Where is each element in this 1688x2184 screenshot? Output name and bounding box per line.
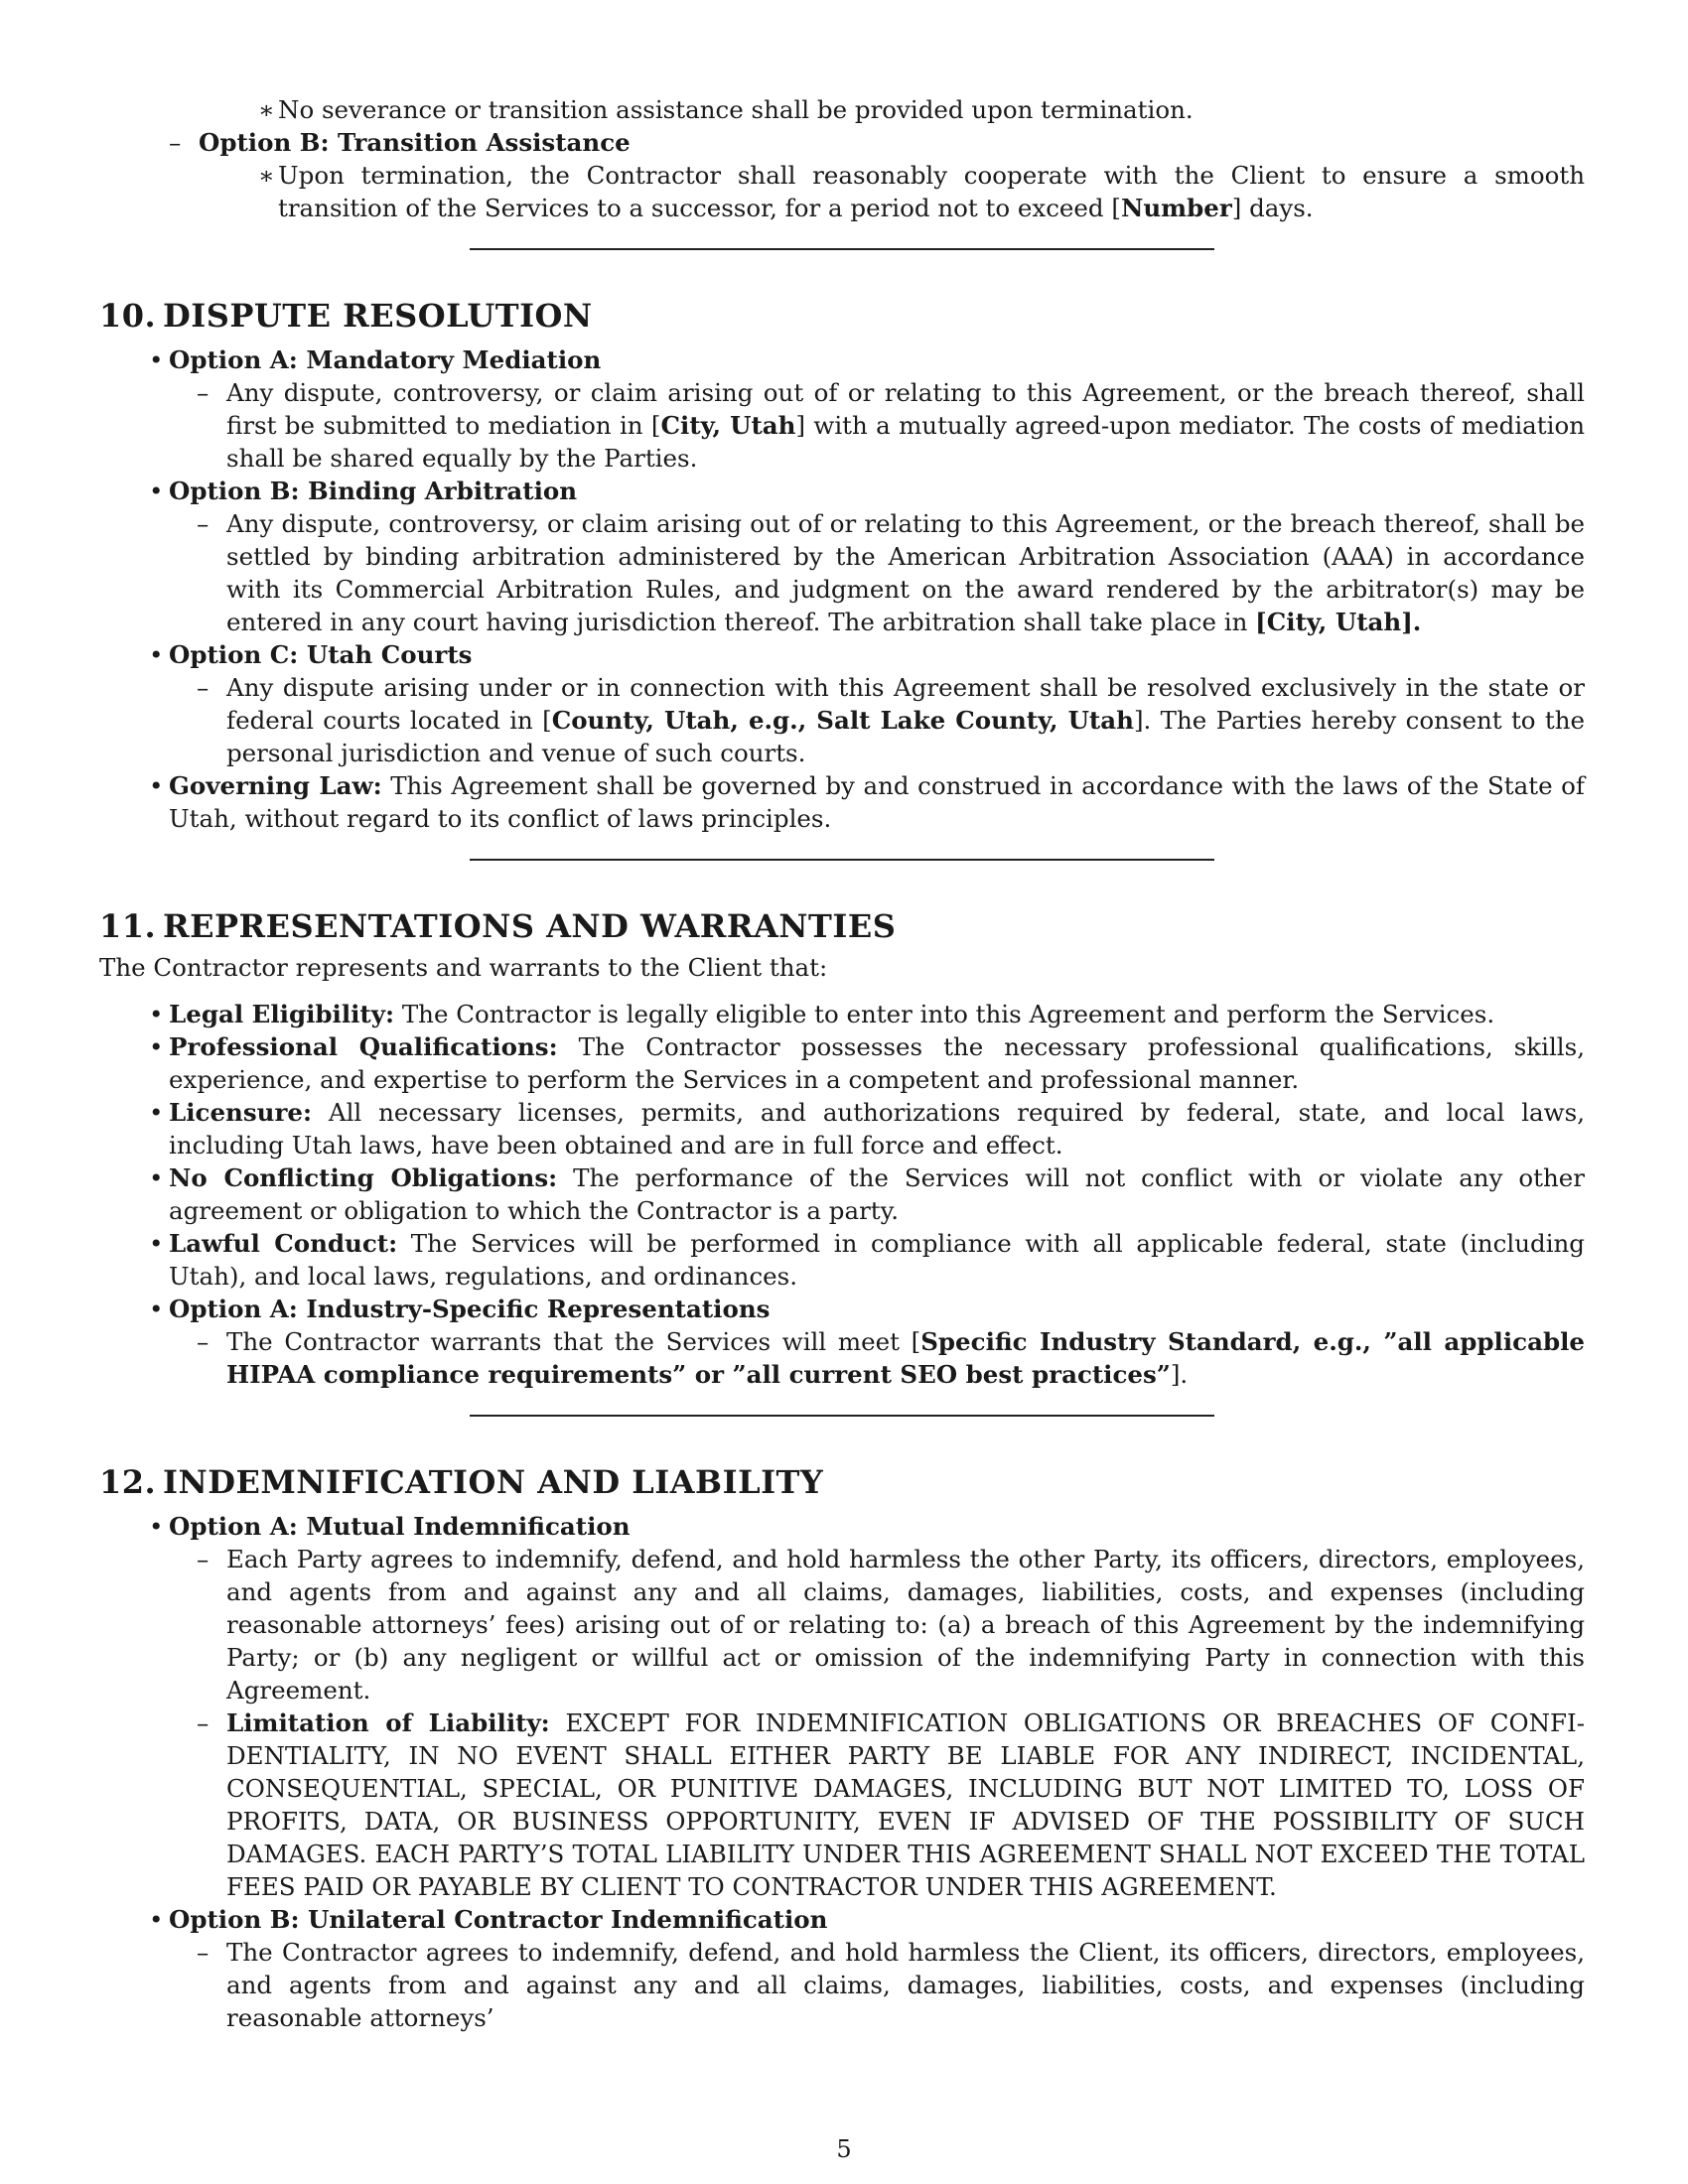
- item-text: ].: [1170, 1360, 1189, 1389]
- section-title: INDEMNIFICATION AND LIABILITY: [163, 1463, 824, 1501]
- list-item: [99, 1227, 1585, 1293]
- section-number: 12.: [99, 1463, 157, 1501]
- list-item: [99, 1293, 1585, 1325]
- section-heading-11: [99, 906, 1585, 946]
- list-item: [99, 1903, 1585, 1936]
- dash-marker: –: [169, 128, 182, 157]
- item-label: Licensure:: [169, 1098, 312, 1127]
- dash-marker: –: [197, 1545, 210, 1573]
- item-text: Any dispute, controversy, or claim arising out of or relating to this Agreement, or the breach thereof, shall first be submitted to mediation in [: [226, 378, 1585, 440]
- placeholder-text: City, Utah: [660, 411, 796, 440]
- item-text: ] days.: [1231, 194, 1314, 222]
- list-item: [99, 1936, 1585, 2034]
- section-intro: The Contractor represents and warrants to the Client that:: [99, 953, 828, 982]
- bullet-marker: •: [149, 640, 164, 669]
- section-number: 11.: [99, 907, 157, 945]
- item-text: Any dispute, controversy, or claim arising out of or relating to this Agreement, or the breach thereof, shall be settled by binding arbitration administered by the American Arbitration Association (AAA) in accordance with its Commercial Arbitration Rules, and judgment on the award rendered by the arbitrator(s) may be entered in any court having jurisdiction thereof. The arbitration shall take place in: [226, 509, 1585, 636]
- list-item: [99, 507, 1585, 638]
- list-item: [99, 1706, 1585, 1903]
- item-text: The Contractor possesses the necessary professional qualifications, skills, experience, and expertise to perform the Services in a competent and professional manner.: [169, 1032, 1585, 1094]
- list-item: [99, 1096, 1585, 1161]
- star-marker: ∗: [258, 95, 275, 124]
- option-title: Option C: Utah Courts: [169, 640, 473, 669]
- list-item: [99, 1325, 1585, 1391]
- item-text: Any dispute arising under or in connection with this Agreement shall be resolved exclusively in the state or federal courts located in [: [226, 673, 1585, 735]
- item-label: Lawful Conduct:: [169, 1229, 398, 1258]
- item-label: Limitation of Liability:: [226, 1708, 550, 1737]
- bullet-marker: •: [149, 1229, 164, 1258]
- option-title: Option A: Mandatory Mediation: [169, 345, 602, 374]
- list-item: [99, 671, 1585, 769]
- bullet-marker: •: [149, 1905, 164, 1934]
- dash-marker: –: [197, 509, 210, 538]
- page-number: 5: [836, 2135, 852, 2163]
- placeholder-text: County, Utah, e.g., Salt Lake County, Utah: [551, 706, 1134, 735]
- section-heading-10: [99, 296, 1585, 336]
- dash-marker: –: [197, 1938, 210, 1967]
- list-item: [99, 1161, 1585, 1227]
- star-marker: ∗: [258, 161, 275, 190]
- option-title: Option B: Transition Assistance: [199, 128, 631, 157]
- section-heading-12: [99, 1462, 1585, 1502]
- list-item: [99, 998, 1585, 1030]
- dash-marker: –: [197, 673, 210, 702]
- option-title: Option A: Industry-Specific Representations: [169, 1295, 771, 1323]
- list-item: [99, 126, 1585, 159]
- bullet-marker: •: [149, 477, 164, 505]
- item-text: Upon termination, the Contractor shall reasonably cooperate with the Client to ensure a smooth transition of the Services to a successor, for a period not to exceed [: [278, 161, 1585, 222]
- item-text: No severance or transition assistance shall be provided upon termination.: [278, 95, 1194, 124]
- bullet-marker: •: [149, 1032, 164, 1061]
- item-text: ] with a mutually agreed-upon mediator. The costs of mediation shall be shared equally by the Parties.: [226, 411, 1585, 473]
- placeholder-text: Number: [1120, 194, 1232, 222]
- list-item: [99, 638, 1585, 671]
- item-text: Each Party agrees to indemnify, defend, and hold harmless the other Party, its officers, directors, employees, and agents from and against any and all claims, damages, liabilities, costs, and expenses (including reasonable attorneys’ fees) arising out of or relating to: (a) a breach of this Agreement by the indemnifying Party; or (b) any negligent or willful act or omission of the indemnifying Party in connection with this Agreement.: [226, 1545, 1585, 1705]
- bullet-marker: •: [149, 1098, 164, 1127]
- bullet-marker: •: [149, 771, 164, 800]
- section-title: REPRESENTATIONS AND WARRANTIES: [163, 907, 897, 945]
- list-item: [99, 376, 1585, 475]
- item-label: No Conflicting Obligations:: [169, 1163, 558, 1192]
- option-title: Option B: Unilateral Contractor Indemnification: [169, 1905, 828, 1934]
- dash-marker: –: [197, 1327, 210, 1356]
- list-item: [99, 1030, 1585, 1096]
- item-label: Governing Law:: [169, 771, 382, 800]
- list-item: [99, 1510, 1585, 1543]
- list-item: [99, 93, 1585, 126]
- section-number: 10.: [99, 297, 157, 335]
- bullet-marker: •: [149, 1000, 164, 1028]
- item-text: The Contractor is legally eligible to enter into this Agreement and perform the Services.: [394, 1000, 1495, 1028]
- option-title: Option A: Mutual Indemnification: [169, 1512, 631, 1541]
- placeholder-text: [City, Utah].: [1255, 608, 1422, 636]
- dash-marker: –: [197, 1708, 210, 1737]
- item-text: ]. The Parties hereby consent to the personal jurisdiction and venue of such courts.: [226, 706, 1585, 767]
- item-text: EXCEPT FOR INDEMNIFICATION OBLIGATIONS OR BREACHES OF CONFIDENTIALITY, IN NO EVENT SHALL EITHER PARTY BE LIABLE FOR ANY INDIRECT, INCIDENTAL, CONSEQUENTIAL, SPECIAL, OR PUNITIVE DAMAGES, INCLUDING BUT NOT LIMITED TO, LOSS OF PROFITS, DATA, OR BUSINESS OPPORTUNITY, EVEN IF ADVISED OF THE POSSIBILITY OF SUCH DAMAGES. EACH PARTY’S TOTAL LIABILITY UNDER THIS AGREEMENT SHALL NOT EXCEED THE TOTAL FEES PAID OR PAYABLE BY CLIENT TO CONTRACTOR UNDER THIS AGREEMENT.: [226, 1708, 1586, 1901]
- bullet-marker: •: [149, 345, 164, 374]
- bullet-marker: •: [149, 1512, 164, 1541]
- item-label: Professional Qualifications:: [169, 1032, 558, 1061]
- list-item: [99, 769, 1585, 835]
- page-content: [99, 93, 1585, 2034]
- item-text: The performance of the Services will not conflict with or violate any other agreement or obligation to which the Contractor is a party.: [169, 1163, 1585, 1225]
- list-item: [99, 343, 1585, 376]
- dash-marker: –: [197, 378, 210, 407]
- item-text: All necessary licenses, permits, and authorizations required by federal, state, and local laws, including Utah laws, have been obtained and are in full force and effect.: [169, 1098, 1585, 1160]
- list-item: [99, 475, 1585, 507]
- item-label: Legal Eligibility:: [169, 1000, 395, 1028]
- option-title: Option B: Binding Arbitration: [169, 477, 578, 505]
- item-text: The Contractor warrants that the Services will meet [: [226, 1327, 921, 1356]
- bullet-marker: •: [149, 1295, 164, 1323]
- section-title: DISPUTE RESOLUTION: [163, 297, 593, 335]
- item-text: This Agreement shall be governed by and construed in accordance with the laws of the State of Utah, without regard to its conflict of laws principles.: [169, 771, 1585, 833]
- item-text: The Contractor agrees to indemnify, defend, and hold harmless the Client, its officers, directors, employees, and agents from and against any and all claims, damages, liabilities, costs, and expenses (including reasonable attorneys’: [226, 1938, 1585, 2032]
- item-text: The Services will be performed in compliance with all applicable federal, state (including Utah), and local laws, regulations, and ordinances.: [169, 1229, 1585, 1291]
- list-item: [99, 1543, 1585, 1706]
- placeholder-text: Specific Industry Standard, e.g., ”all applicable HIPAA compliance requirements” or ”all current SEO best practices”: [226, 1327, 1585, 1389]
- bullet-marker: •: [149, 1163, 164, 1192]
- list-item: [99, 159, 1585, 224]
